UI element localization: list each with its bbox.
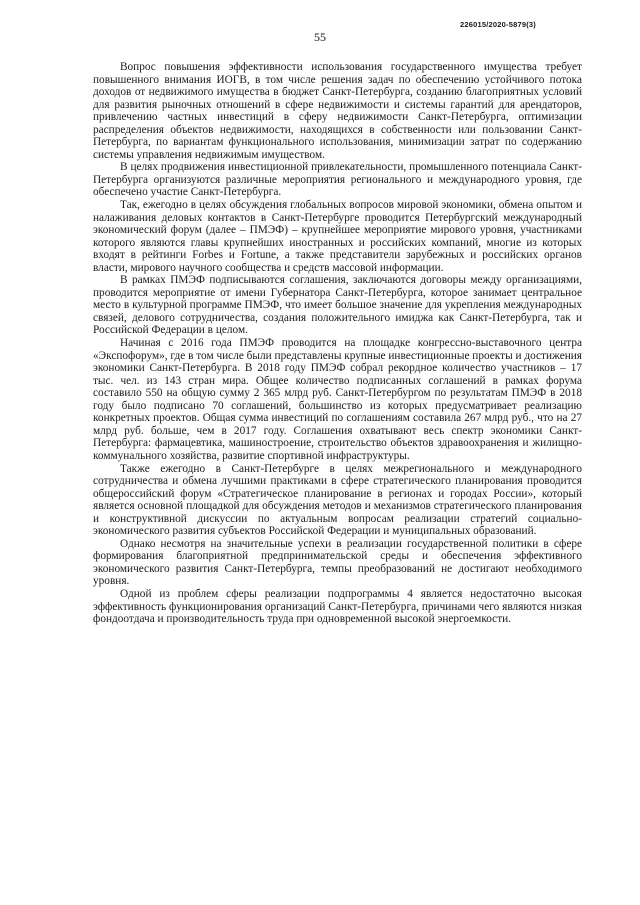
paragraph-strategic-planning-forum: Также ежегодно в Санкт-Петербурге в целях межрегионального и международного сотрудничества и обмена лучшими практиками в сфере стратегического планирования проводится общероссийский форум «Стратегическое планирование в регионах и городах России», который является основной площадкой для обсуждения методов и механизмов стратегического планирования и конструктивной дискуссии по актуальным вопросам реализации стратегий социально-экономического развития субъектов Российской Федерации и муниципальных образований.: [93, 462, 582, 538]
paragraph-spief-agreements: В рамках ПМЭФ подписываются соглашения, заключаются договоры между организациями, проводится мероприятие от имени Губернатора Санкт-Петербурга, которое занимает центральное место в культурной программе ПМЭФ, что имеет большое значение для укрепления международных связей, делового сотрудничества, создания положительного имиджа как Санкт-Петербурга, так и Российской Федерации в целом.: [93, 274, 582, 337]
paragraph-investment-promotion: В целях продвижения инвестиционной привлекательности, промышленного потенциала Санкт-Петербурга организуются различные мероприятия регионального и международного уровня, где обеспечено участие Санкт-Петербурга.: [93, 161, 582, 199]
paragraph-transformation-pace: Однако несмотря на значительные успехи в реализации государственной политики в сфере формирования благоприятной предпринимательской среды и обеспечения эффективного экономического развития Санкт-Петербурга, темпы преобразований не достигают необходимого уровня.: [93, 537, 582, 588]
page-number: 55: [314, 30, 326, 44]
paragraph-property-efficiency: Вопрос повышения эффективности использования государственного имущества требует повышенного внимания ИОГВ, в том числе решения задач по обеспечению устойчивого потока доходов от недвижимого имущества в бюджет Санкт-Петербурга, созданию благоприятных условий для развития рыночных отношений в сфере недвижимости и системы гарантий для арендаторов, привлечению частных инвестиций в сферу недвижимости Санкт-Петербурга, оптимизации распределения объектов недвижимости, находящихся в собственности или пользовании Санкт-Петербурга, по вариантам функционального использования, минимизации затрат по содержанию системы управления недвижимым имуществом.: [93, 61, 582, 161]
paragraph-spief-forum: Так, ежегодно в целях обсуждения глобальных вопросов мировой экономики, обмена опытом и налаживания деловых контактов в Санкт-Петербурге проводится Петербургский международный экономический форум (далее – ПМЭФ) – крупнейшее мероприятие мирового уровня, участниками которого являются главы крупнейших иностранных и российских компаний, многие из которых входят в рейтинги Forbes и Fortune, а также представители зарубежных и российских органов власти, мирового научного сообщества и средств массовой информации.: [93, 199, 582, 274]
body-text: [93, 61, 582, 626]
document-registration-number: 226015/2020-5879(3): [460, 20, 536, 29]
paragraph-subprogram-4-problem: Одной из проблем сферы реализации подпрограммы 4 является недостаточно высокая эффективность функционирования организаций Санкт-Петербурга, причинами чего являются низкая фондоотдача и производительность труда при одновременной высокой энергоемкости.: [93, 587, 582, 626]
paragraph-expoforum-results: Начиная с 2016 года ПМЭФ проводится на площадке конгрессно-выставочного центра «Экспофорум», где в том числе были представлены крупные инвестиционные проекты и достижения экономики Санкт-Петербурга. В 2018 году ПМЭФ собрал рекордное количество участников – 17 тыс. чел. из 143 стран мира. Общее количество подписанных соглашений в рамках форума составило 550 на общую сумму 2 365 млрд руб. Санкт-Петербургом по результатам ПМЭФ в 2018 году было подписано 70 соглашений, большинство из которых предусматривает реализацию конкретных проектов. Общая сумма инвестиций по соглашениям составила 267 млрд руб., что на 27 млрд руб. больше, чем в 2017 году. Соглашения охватывают весь спектр экономики Санкт-Петербурга: фармацевтика, машиностроение, строительство объектов здравоохранения и жилищно-коммунального хозяйства, развитие спортивной инфраструктуры.: [93, 337, 582, 462]
